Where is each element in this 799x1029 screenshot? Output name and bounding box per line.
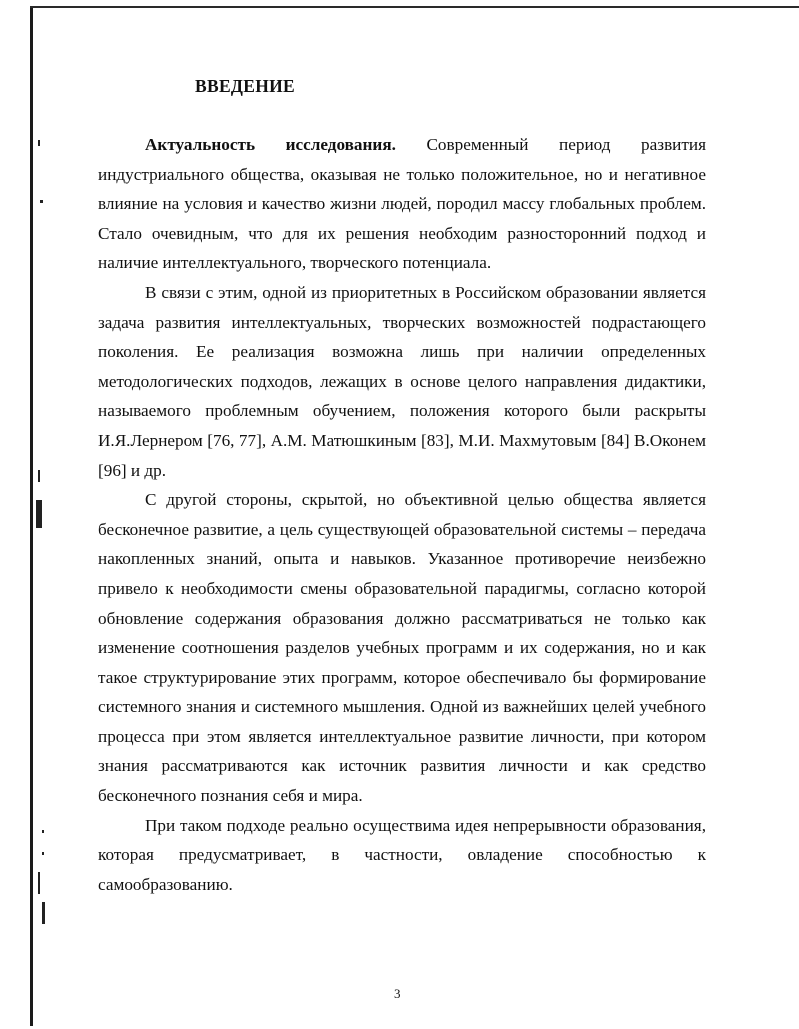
scan-speck bbox=[40, 200, 43, 203]
scan-speck bbox=[38, 470, 40, 482]
paragraph-priority: В связи с этим, одной из приоритетных в Российском образовании является задача развития интеллектуальных, творческих возможностей подрастающего поколения. Ее реализация возможна лишь при наличии определенных методологических подходов, лежащих в основе целого направления дидактики, называемого проблемным обучением, положения которого были раскрыты И.Я.Лернером [76, 77], А.М. Матюшкиным [83], М.И. Махмутовым [84] В.Оконем [96] и др. bbox=[98, 282, 706, 480]
scan-speck bbox=[42, 852, 44, 855]
paragraph-relevance bbox=[98, 130, 706, 278]
paragraph-contradiction: С другой стороны, скрытой, но объективной целью общества является бесконечное развитие, а цель существующей образовательной системы – передача накопленных знаний, опыта и навыков. Указанное противоречие неизбежно привело к необходимости смены образовательной парадигмы, согласно которой обновление содержания образования должно рассматриваться не только как изменение соотношения разделов учебных программ и их содержания, но и как такое структурирование этих программ, которое обеспечивало бы формирование системного знания и системного мышления. Одной из важнейших целей учебного процесса при этом является интеллектуальное развитие личности, при котором знания рассматриваются как источник развития личности и как средство бесконечного познания себя и мира. bbox=[98, 490, 706, 806]
scan-top-edge bbox=[30, 6, 799, 8]
page-title: ВВЕДЕНИЕ bbox=[195, 76, 296, 96]
scan-left-edge bbox=[30, 6, 33, 1026]
paragraph-lead: Актуальность исследования. bbox=[145, 135, 396, 154]
scan-speck bbox=[42, 830, 44, 833]
scan-speck bbox=[36, 500, 42, 528]
scan-speck bbox=[42, 902, 45, 924]
paragraph-continuity: При таком подходе реально осуществима идея непрерывности образования, которая предусматривает, в частности, овладение способностью к самообразованию. bbox=[98, 815, 706, 894]
scan-speck bbox=[38, 140, 40, 146]
body-text bbox=[98, 130, 706, 899]
paragraph-text: Современный период развития индустриального общества, оказывая не только положительное, но и негативное влияние на условия и качество жизни людей, породил массу глобальных проблем. Стало очевидным, что для их решения необходим разносторонний подход и наличие интеллектуального, творческого потенциала. bbox=[98, 135, 706, 273]
page-number: 3 bbox=[394, 986, 401, 1001]
scan-speck bbox=[38, 872, 40, 894]
